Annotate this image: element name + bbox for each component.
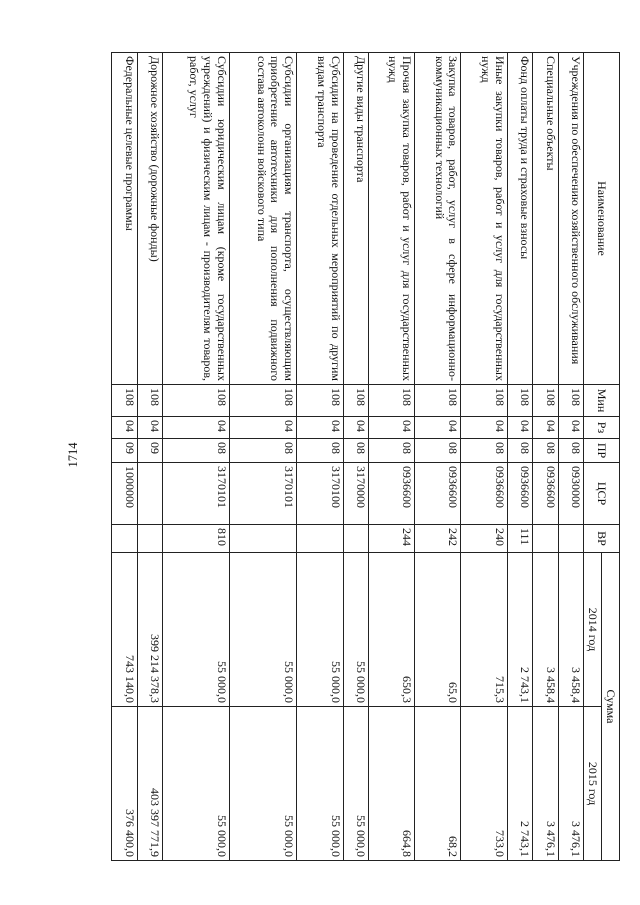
row-csr: 1000000	[112, 463, 138, 525]
row-csr: 0936600	[415, 463, 461, 525]
row-vr: 244	[368, 525, 414, 553]
header-csr: ЦСР	[584, 463, 620, 525]
row-sum-2014: 55 000,0	[297, 553, 343, 707]
header-name: Наименование	[584, 53, 620, 385]
row-rz: 04	[415, 417, 461, 439]
row-csr: 3170101	[230, 463, 297, 525]
row-rz: 04	[137, 417, 162, 439]
row-sum-2014: 650,3	[368, 553, 414, 707]
header-pr: ПР	[584, 439, 620, 463]
row-rz: 04	[558, 417, 583, 439]
header-year-2014: 2014 год	[584, 553, 602, 707]
row-pr: 08	[533, 439, 558, 463]
row-sum-2014: 55 000,0	[343, 553, 368, 707]
table-row	[415, 53, 461, 861]
row-name: Федеральные целевые программы	[112, 53, 138, 385]
page-number: 1714	[66, 442, 80, 468]
row-sum-2015: 733,0	[461, 707, 507, 861]
row-csr: 0936600	[461, 463, 507, 525]
row-rz: 04	[461, 417, 507, 439]
table-row	[137, 53, 162, 861]
row-csr: 0936600	[507, 463, 532, 525]
row-min: 108	[137, 385, 162, 417]
row-sum-2015: 664,8	[368, 707, 414, 861]
row-pr: 08	[230, 439, 297, 463]
row-sum-2015: 376 400,0	[112, 707, 138, 861]
row-name: Субсидии на проведение отдельных мероприятий по другим видам транспорта	[297, 53, 343, 385]
row-pr: 08	[297, 439, 343, 463]
header-year-2015: 2015 год	[584, 707, 602, 861]
row-sum-2015: 55 000,0	[343, 707, 368, 861]
row-sum-2015: 55 000,0	[162, 707, 229, 861]
row-sum-2014: 3 458,4	[558, 553, 583, 707]
table-header	[584, 53, 620, 861]
row-name: Иные закупки товаров, работ и услуг для государственных нужд	[461, 53, 507, 385]
table-row	[343, 53, 368, 861]
row-rz: 04	[162, 417, 229, 439]
row-sum-2014: 3 458,4	[533, 553, 558, 707]
row-sum-2015: 403 397 771,9	[137, 707, 162, 861]
table-row	[533, 53, 558, 861]
row-rz: 04	[368, 417, 414, 439]
row-vr	[297, 525, 343, 553]
row-pr: 08	[162, 439, 229, 463]
row-rz: 04	[297, 417, 343, 439]
row-vr	[558, 525, 583, 553]
row-csr	[137, 463, 162, 525]
row-rz: 04	[507, 417, 532, 439]
row-sum-2015: 68,2	[415, 707, 461, 861]
row-pr: 08	[507, 439, 532, 463]
row-min: 108	[368, 385, 414, 417]
row-vr: 810	[162, 525, 229, 553]
table-row	[507, 53, 532, 861]
row-min: 108	[461, 385, 507, 417]
row-rz: 04	[343, 417, 368, 439]
row-vr	[112, 525, 138, 553]
row-sum-2014: 65,0	[415, 553, 461, 707]
row-vr	[230, 525, 297, 553]
table-row	[368, 53, 414, 861]
row-sum-2015: 3 476,1	[558, 707, 583, 861]
row-min: 108	[297, 385, 343, 417]
row-csr: 3170101	[162, 463, 229, 525]
row-sum-2015: 3 476,1	[533, 707, 558, 861]
row-name: Фонд оплаты труда и страховые взносы	[507, 53, 532, 385]
header-rz: Рз	[584, 417, 620, 439]
row-min: 108	[112, 385, 138, 417]
row-sum-2015: 55 000,0	[297, 707, 343, 861]
table-row	[112, 53, 138, 861]
row-min: 108	[507, 385, 532, 417]
row-name: Субсидии организациям транспорта, осуществляющим приобретение автотехники для пополнения подвижного состава автоколонн войскового типа	[230, 53, 297, 385]
row-rz: 04	[533, 417, 558, 439]
row-name: Дорожное хозяйство (дорожные фонды)	[137, 53, 162, 385]
row-sum-2015: 2 743,1	[507, 707, 532, 861]
row-pr: 08	[343, 439, 368, 463]
row-pr: 08	[415, 439, 461, 463]
row-name: Специальные объекты	[533, 53, 558, 385]
budget-table	[111, 52, 620, 861]
row-min: 108	[558, 385, 583, 417]
row-sum-2014: 55 000,0	[230, 553, 297, 707]
row-name: Закупка товаров, работ, услуг в сфере информационно-коммуникационных технологий	[415, 53, 461, 385]
row-name: Прочая закупка товаров, работ и услуг для государственных нужд	[368, 53, 414, 385]
table-row	[558, 53, 583, 861]
row-vr	[533, 525, 558, 553]
row-sum-2014: 55 000,0	[162, 553, 229, 707]
row-sum-2014: 715,3	[461, 553, 507, 707]
row-csr: 3170100	[297, 463, 343, 525]
table-row	[230, 53, 297, 861]
row-min: 108	[230, 385, 297, 417]
row-sum-2015: 55 000,0	[230, 707, 297, 861]
row-name: Учреждения по обеспечению хозяйственного обслуживания	[558, 53, 583, 385]
table-row	[162, 53, 229, 861]
row-pr: 08	[461, 439, 507, 463]
row-sum-2014: 399 214 378,3	[137, 553, 162, 707]
row-pr: 08	[368, 439, 414, 463]
row-csr: 0930000	[558, 463, 583, 525]
row-sum-2014: 743 140,0	[112, 553, 138, 707]
row-min: 108	[343, 385, 368, 417]
row-vr: 240	[461, 525, 507, 553]
row-min: 108	[533, 385, 558, 417]
row-vr	[137, 525, 162, 553]
table-row	[297, 53, 343, 861]
row-pr: 09	[137, 439, 162, 463]
row-csr: 0936600	[533, 463, 558, 525]
row-min: 108	[415, 385, 461, 417]
table-body	[112, 53, 584, 861]
header-vr: ВР	[584, 525, 620, 553]
row-vr: 111	[507, 525, 532, 553]
rotated-table-container	[111, 52, 620, 860]
row-name: Субсидии юридическим лицам (кроме государственных учреждений) и физическим лицам - производителям товаров, работ, услуг	[162, 53, 229, 385]
row-name: Другие виды транспорта	[343, 53, 368, 385]
header-min: Мин	[584, 385, 620, 417]
row-pr: 09	[112, 439, 138, 463]
row-vr	[343, 525, 368, 553]
row-sum-2014: 2 743,1	[507, 553, 532, 707]
table-row	[461, 53, 507, 861]
row-vr: 242	[415, 525, 461, 553]
row-pr: 08	[558, 439, 583, 463]
row-csr: 3170000	[343, 463, 368, 525]
row-csr: 0936600	[368, 463, 414, 525]
header-sum: Сумма	[602, 553, 620, 861]
row-rz: 04	[230, 417, 297, 439]
row-min: 108	[162, 385, 229, 417]
row-rz: 04	[112, 417, 138, 439]
